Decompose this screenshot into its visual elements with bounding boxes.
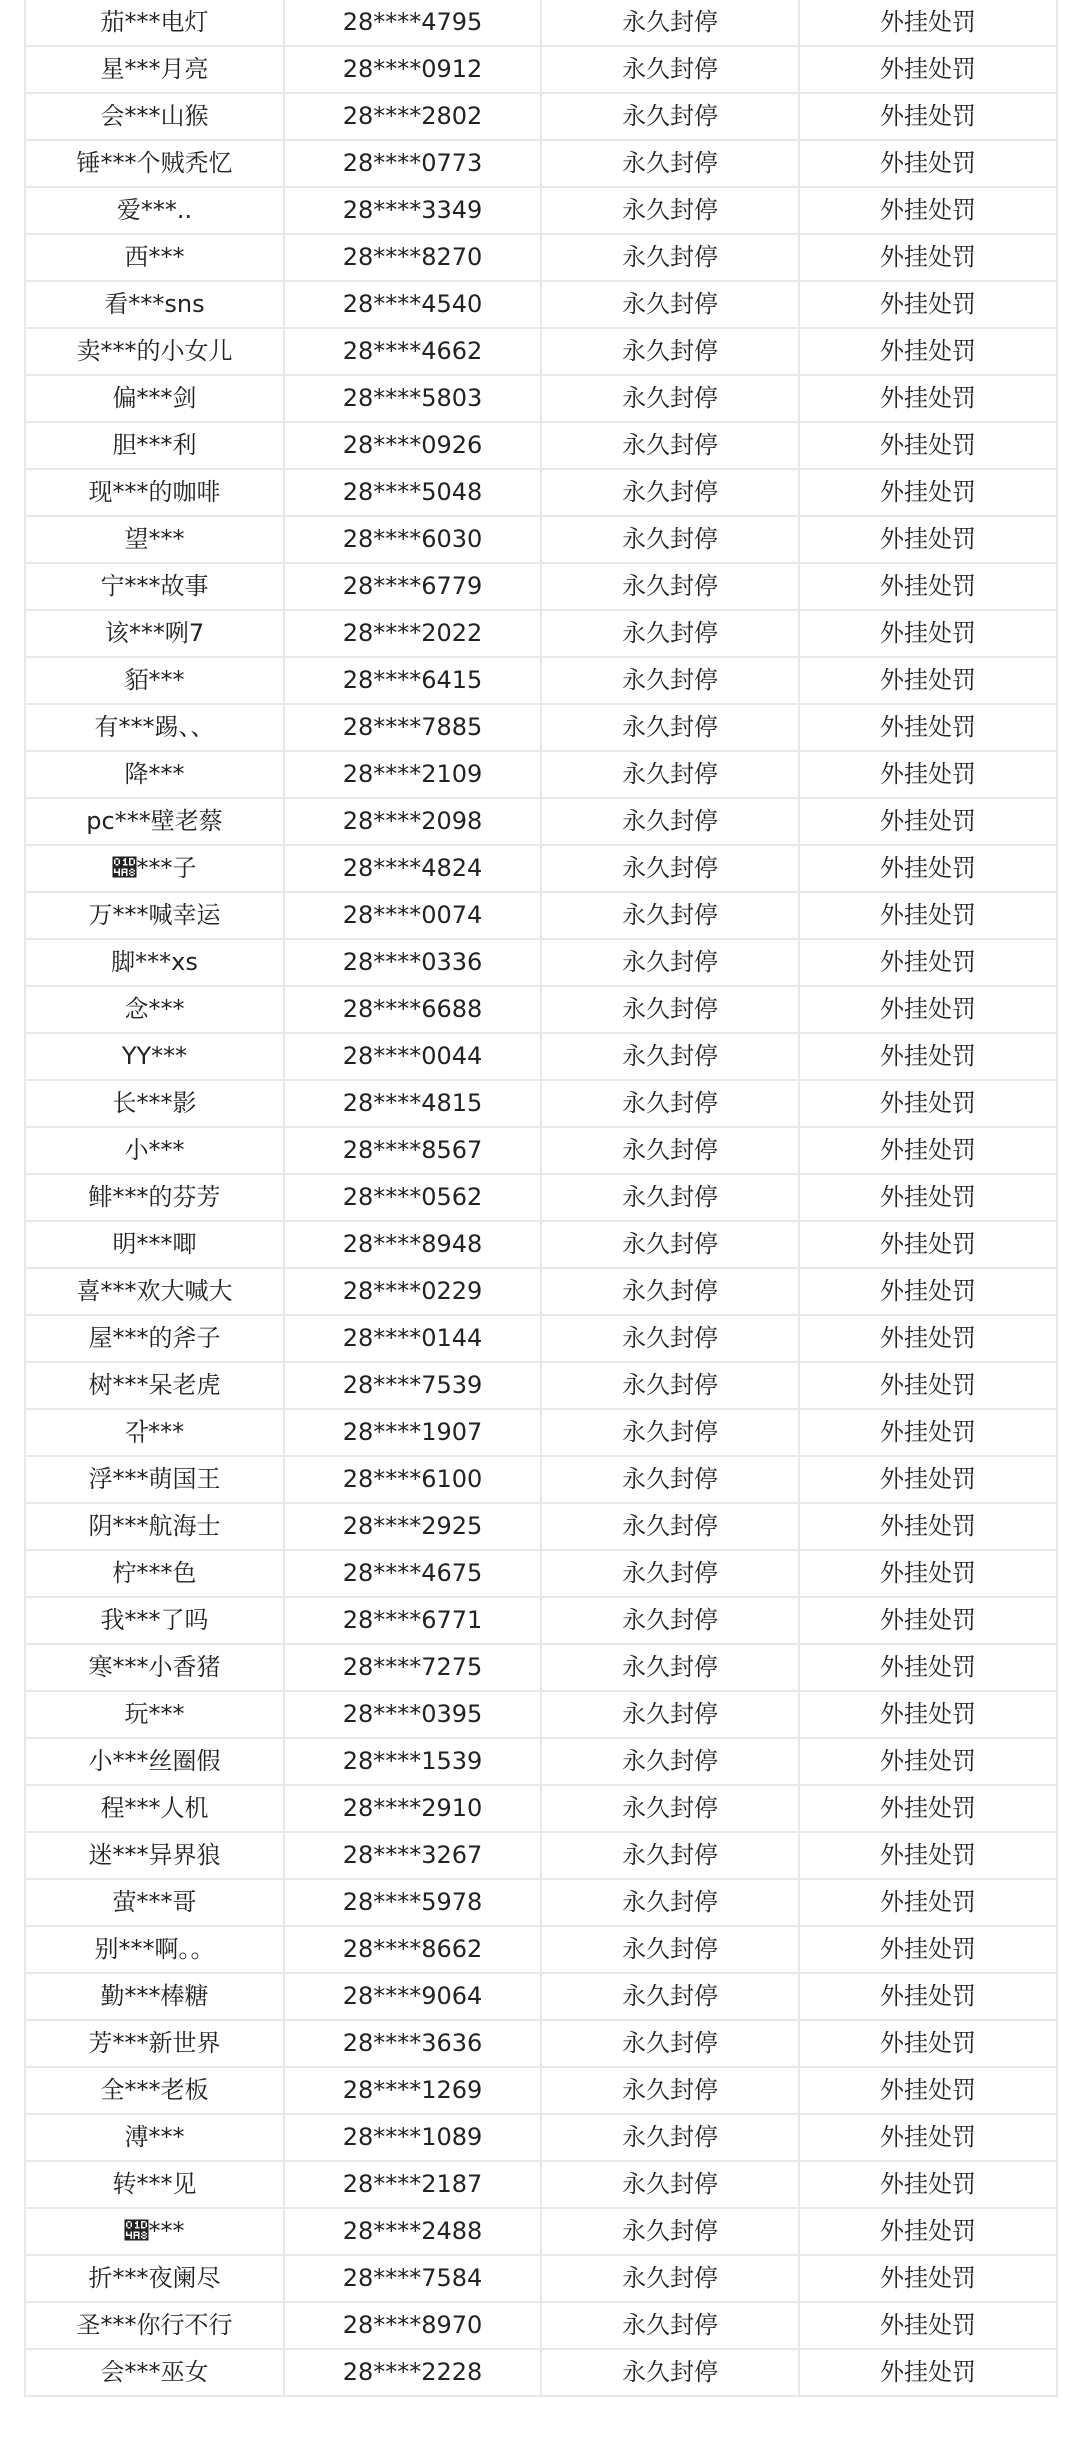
player-name-cell: 小*** xyxy=(25,1127,284,1174)
ban-reason-cell: 外挂处罚 xyxy=(799,1503,1057,1550)
player-id-cell: 28****5048 xyxy=(284,469,541,516)
player-id-cell: 28****8948 xyxy=(284,1221,541,1268)
player-name-cell: 萤***哥 xyxy=(25,1879,284,1926)
ban-status-cell: 永久封停 xyxy=(541,1503,799,1550)
player-name-cell: 降*** xyxy=(25,751,284,798)
ban-list-body xyxy=(25,0,1057,2396)
player-name-cell: 寒***小香猪 xyxy=(25,1644,284,1691)
ban-status-cell: 永久封停 xyxy=(541,1597,799,1644)
ban-status-cell: 永久封停 xyxy=(541,2161,799,2208)
player-name-cell: 胆***利 xyxy=(25,422,284,469)
player-id-cell: 28****6415 xyxy=(284,657,541,704)
ban-reason-cell: 外挂处罚 xyxy=(799,375,1057,422)
player-id-cell: 28****3267 xyxy=(284,1832,541,1879)
player-name-cell: 别***啊。。 xyxy=(25,1926,284,1973)
player-id-cell: 28****0144 xyxy=(284,1315,541,1362)
table-row xyxy=(25,657,1057,704)
table-row xyxy=(25,610,1057,657)
player-id-cell: 28****8270 xyxy=(284,234,541,281)
ban-reason-cell: 外挂处罚 xyxy=(799,187,1057,234)
player-name-cell: 𝒨***子 xyxy=(25,845,284,892)
table-row xyxy=(25,140,1057,187)
ban-reason-cell: 外挂处罚 xyxy=(799,610,1057,657)
table-row xyxy=(25,1926,1057,1973)
table-row xyxy=(25,2114,1057,2161)
ban-reason-cell: 外挂处罚 xyxy=(799,2067,1057,2114)
player-name-cell: 玩*** xyxy=(25,1691,284,1738)
table-row xyxy=(25,751,1057,798)
ban-status-cell: 永久封停 xyxy=(541,845,799,892)
table-row xyxy=(25,986,1057,1033)
ban-status-cell: 永久封停 xyxy=(541,2114,799,2161)
ban-reason-cell: 外挂处罚 xyxy=(799,939,1057,986)
ban-status-cell: 永久封停 xyxy=(541,1973,799,2020)
player-name-cell: 西*** xyxy=(25,234,284,281)
player-name-cell: 柠***色 xyxy=(25,1550,284,1597)
ban-status-cell: 永久封停 xyxy=(541,2020,799,2067)
table-row xyxy=(25,1644,1057,1691)
player-name-cell: 勤***棒糖 xyxy=(25,1973,284,2020)
ban-status-cell: 永久封停 xyxy=(541,328,799,375)
ban-reason-cell: 外挂处罚 xyxy=(799,2349,1057,2396)
table-row xyxy=(25,1268,1057,1315)
table-row xyxy=(25,281,1057,328)
table-row xyxy=(25,1080,1057,1127)
ban-reason-cell: 外挂处罚 xyxy=(799,751,1057,798)
player-name-cell: 树***呆老虎 xyxy=(25,1362,284,1409)
player-id-cell: 28****2187 xyxy=(284,2161,541,2208)
table-row xyxy=(25,1221,1057,1268)
player-name-cell: 小***丝圈假 xyxy=(25,1738,284,1785)
player-id-cell: 28****2925 xyxy=(284,1503,541,1550)
player-id-cell: 28****0336 xyxy=(284,939,541,986)
player-name-cell: 看***sns xyxy=(25,281,284,328)
ban-status-cell: 永久封停 xyxy=(541,140,799,187)
player-name-cell: 屋***的斧子 xyxy=(25,1315,284,1362)
ban-status-cell: 永久封停 xyxy=(541,234,799,281)
player-id-cell: 28****8970 xyxy=(284,2302,541,2349)
player-name-cell: 有***踢、、 xyxy=(25,704,284,751)
player-id-cell: 28****0773 xyxy=(284,140,541,187)
table-row xyxy=(25,704,1057,751)
table-row xyxy=(25,93,1057,140)
ban-status-cell: 永久封停 xyxy=(541,46,799,93)
player-id-cell: 28****6100 xyxy=(284,1456,541,1503)
player-name-cell: 迷***异界狼 xyxy=(25,1832,284,1879)
player-id-cell: 28****9064 xyxy=(284,1973,541,2020)
player-id-cell: 28****0229 xyxy=(284,1268,541,1315)
ban-reason-cell: 外挂处罚 xyxy=(799,1644,1057,1691)
table-row xyxy=(25,187,1057,234)
ban-status-cell: 永久封停 xyxy=(541,1879,799,1926)
player-name-cell: 现***的咖啡 xyxy=(25,469,284,516)
ban-reason-cell: 外挂处罚 xyxy=(799,704,1057,751)
player-id-cell: 28****1269 xyxy=(284,2067,541,2114)
player-name-cell: 万***喊幸运 xyxy=(25,892,284,939)
table-row xyxy=(25,1409,1057,1456)
ban-status-cell: 永久封停 xyxy=(541,1174,799,1221)
table-row xyxy=(25,1832,1057,1879)
player-name-cell: 喜***欢大喊大 xyxy=(25,1268,284,1315)
player-name-cell: 卖***的小女儿 xyxy=(25,328,284,375)
ban-status-cell: 永久封停 xyxy=(541,1550,799,1597)
player-id-cell: 28****7584 xyxy=(284,2255,541,2302)
ban-status-cell: 永久封停 xyxy=(541,2067,799,2114)
player-id-cell: 28****6688 xyxy=(284,986,541,1033)
table-row xyxy=(25,2302,1057,2349)
table-row xyxy=(25,1597,1057,1644)
ban-status-cell: 永久封停 xyxy=(541,0,799,46)
ban-reason-cell: 外挂处罚 xyxy=(799,2161,1057,2208)
ban-reason-cell: 外挂处罚 xyxy=(799,1597,1057,1644)
ban-reason-cell: 外挂处罚 xyxy=(799,1456,1057,1503)
player-id-cell: 28****2910 xyxy=(284,1785,541,1832)
player-name-cell: 全***老板 xyxy=(25,2067,284,2114)
table-row xyxy=(25,2161,1057,2208)
ban-reason-cell: 外挂处罚 xyxy=(799,563,1057,610)
ban-reason-cell: 外挂处罚 xyxy=(799,1738,1057,1785)
table-row xyxy=(25,46,1057,93)
ban-reason-cell: 外挂处罚 xyxy=(799,1268,1057,1315)
ban-reason-cell: 外挂处罚 xyxy=(799,1550,1057,1597)
player-id-cell: 28****0912 xyxy=(284,46,541,93)
player-id-cell: 28****5978 xyxy=(284,1879,541,1926)
ban-reason-cell: 外挂处罚 xyxy=(799,281,1057,328)
ban-status-cell: 永久封停 xyxy=(541,1127,799,1174)
table-row xyxy=(25,2067,1057,2114)
table-row xyxy=(25,1738,1057,1785)
ban-status-cell: 永久封停 xyxy=(541,1268,799,1315)
player-name-cell: 折***夜阑尽 xyxy=(25,2255,284,2302)
ban-status-cell: 永久封停 xyxy=(541,1926,799,1973)
ban-status-cell: 永久封停 xyxy=(541,516,799,563)
ban-reason-cell: 外挂处罚 xyxy=(799,1221,1057,1268)
player-id-cell: 28****4824 xyxy=(284,845,541,892)
player-name-cell: 锤***个贼秃忆 xyxy=(25,140,284,187)
ban-status-cell: 永久封停 xyxy=(541,375,799,422)
player-name-cell: 转***见 xyxy=(25,2161,284,2208)
ban-reason-cell: 外挂处罚 xyxy=(799,469,1057,516)
ban-list-table xyxy=(24,0,1058,2397)
ban-reason-cell: 外挂处罚 xyxy=(799,657,1057,704)
ban-status-cell: 永久封停 xyxy=(541,93,799,140)
ban-status-cell: 永久封停 xyxy=(541,751,799,798)
ban-reason-cell: 外挂处罚 xyxy=(799,1362,1057,1409)
table-row xyxy=(25,1315,1057,1362)
table-row xyxy=(25,1879,1057,1926)
player-name-cell: 茄***电灯 xyxy=(25,0,284,46)
table-row xyxy=(25,2349,1057,2396)
ban-status-cell: 永久封停 xyxy=(541,1738,799,1785)
ban-status-cell: 永久封停 xyxy=(541,2208,799,2255)
table-row xyxy=(25,1033,1057,1080)
ban-status-cell: 永久封停 xyxy=(541,281,799,328)
player-id-cell: 28****2022 xyxy=(284,610,541,657)
ban-status-cell: 永久封停 xyxy=(541,610,799,657)
table-row xyxy=(25,328,1057,375)
player-id-cell: 28****0395 xyxy=(284,1691,541,1738)
ban-reason-cell: 外挂处罚 xyxy=(799,1691,1057,1738)
player-id-cell: 28****2802 xyxy=(284,93,541,140)
table-row xyxy=(25,234,1057,281)
player-id-cell: 28****4662 xyxy=(284,328,541,375)
player-name-cell: 貊*** xyxy=(25,657,284,704)
player-id-cell: 28****4540 xyxy=(284,281,541,328)
table-row xyxy=(25,563,1057,610)
ban-status-cell: 永久封停 xyxy=(541,2349,799,2396)
ban-reason-cell: 外挂处罚 xyxy=(799,0,1057,46)
ban-reason-cell: 外挂处罚 xyxy=(799,1832,1057,1879)
ban-reason-cell: 外挂处罚 xyxy=(799,1879,1057,1926)
table-row xyxy=(25,798,1057,845)
ban-status-cell: 永久封停 xyxy=(541,1315,799,1362)
player-id-cell: 28****1907 xyxy=(284,1409,541,1456)
ban-status-cell: 永久封停 xyxy=(541,563,799,610)
player-id-cell: 28****4795 xyxy=(284,0,541,46)
table-row xyxy=(25,422,1057,469)
player-id-cell: 28****0926 xyxy=(284,422,541,469)
ban-status-cell: 永久封停 xyxy=(541,986,799,1033)
player-name-cell: 脚***xs xyxy=(25,939,284,986)
player-id-cell: 28****3636 xyxy=(284,2020,541,2067)
player-id-cell: 28****2109 xyxy=(284,751,541,798)
table-row xyxy=(25,2255,1057,2302)
ban-status-cell: 永久封停 xyxy=(541,892,799,939)
player-name-cell: 𝒨*** xyxy=(25,2208,284,2255)
player-name-cell: 偏***剑 xyxy=(25,375,284,422)
ban-status-cell: 永久封停 xyxy=(541,704,799,751)
ban-status-cell: 永久封停 xyxy=(541,1362,799,1409)
player-id-cell: 28****2098 xyxy=(284,798,541,845)
ban-reason-cell: 外挂处罚 xyxy=(799,1785,1057,1832)
ban-status-cell: 永久封停 xyxy=(541,1644,799,1691)
ban-reason-cell: 外挂处罚 xyxy=(799,46,1057,93)
player-name-cell: YY*** xyxy=(25,1033,284,1080)
table-row xyxy=(25,2020,1057,2067)
ban-reason-cell: 外挂处罚 xyxy=(799,845,1057,892)
ban-reason-cell: 外挂处罚 xyxy=(799,93,1057,140)
ban-reason-cell: 外挂处罚 xyxy=(799,798,1057,845)
ban-status-cell: 永久封停 xyxy=(541,422,799,469)
ban-reason-cell: 外挂处罚 xyxy=(799,1080,1057,1127)
player-id-cell: 28****0074 xyxy=(284,892,541,939)
player-name-cell: 阴***航海士 xyxy=(25,1503,284,1550)
ban-reason-cell: 外挂处罚 xyxy=(799,1926,1057,1973)
table-row xyxy=(25,0,1057,46)
player-name-cell: 该***咧7 xyxy=(25,610,284,657)
player-name-cell: 浮***萌国王 xyxy=(25,1456,284,1503)
player-id-cell: 28****6030 xyxy=(284,516,541,563)
ban-status-cell: 永久封停 xyxy=(541,2255,799,2302)
ban-reason-cell: 外挂处罚 xyxy=(799,986,1057,1033)
table-row xyxy=(25,516,1057,563)
player-id-cell: 28****0562 xyxy=(284,1174,541,1221)
ban-reason-cell: 外挂处罚 xyxy=(799,892,1057,939)
player-id-cell: 28****7885 xyxy=(284,704,541,751)
player-id-cell: 28****0044 xyxy=(284,1033,541,1080)
player-id-cell: 28****2228 xyxy=(284,2349,541,2396)
table-row xyxy=(25,892,1057,939)
player-id-cell: 28****6771 xyxy=(284,1597,541,1644)
ban-reason-cell: 外挂处罚 xyxy=(799,234,1057,281)
ban-reason-cell: 外挂处罚 xyxy=(799,1315,1057,1362)
table-row xyxy=(25,1550,1057,1597)
player-name-cell: 星***月亮 xyxy=(25,46,284,93)
player-name-cell: 望*** xyxy=(25,516,284,563)
table-row xyxy=(25,1456,1057,1503)
ban-reason-cell: 外挂处罚 xyxy=(799,2302,1057,2349)
player-name-cell: 圣***你行不行 xyxy=(25,2302,284,2349)
player-id-cell: 28****4675 xyxy=(284,1550,541,1597)
ban-status-cell: 永久封停 xyxy=(541,1033,799,1080)
ban-list-sheet xyxy=(24,0,1056,2397)
ban-status-cell: 永久封停 xyxy=(541,1785,799,1832)
ban-reason-cell: 外挂处罚 xyxy=(799,1973,1057,2020)
table-row xyxy=(25,1362,1057,1409)
ban-status-cell: 永久封停 xyxy=(541,1409,799,1456)
player-id-cell: 28****3349 xyxy=(284,187,541,234)
ban-status-cell: 永久封停 xyxy=(541,187,799,234)
ban-status-cell: 永久封停 xyxy=(541,657,799,704)
ban-status-cell: 永久封停 xyxy=(541,1456,799,1503)
player-name-cell: 明***唧 xyxy=(25,1221,284,1268)
player-name-cell: pc***壁老蔡 xyxy=(25,798,284,845)
player-id-cell: 28****8662 xyxy=(284,1926,541,1973)
player-name-cell: 我***了吗 xyxy=(25,1597,284,1644)
table-row xyxy=(25,1127,1057,1174)
player-name-cell: 芳***新世界 xyxy=(25,2020,284,2067)
player-id-cell: 28****5803 xyxy=(284,375,541,422)
player-name-cell: 会***巫女 xyxy=(25,2349,284,2396)
ban-reason-cell: 外挂处罚 xyxy=(799,2255,1057,2302)
player-id-cell: 28****2488 xyxy=(284,2208,541,2255)
ban-status-cell: 永久封停 xyxy=(541,1832,799,1879)
player-name-cell: 会***山猴 xyxy=(25,93,284,140)
table-row xyxy=(25,1785,1057,1832)
table-row xyxy=(25,845,1057,892)
player-name-cell: 程***人机 xyxy=(25,1785,284,1832)
player-id-cell: 28****1539 xyxy=(284,1738,541,1785)
ban-reason-cell: 外挂处罚 xyxy=(799,328,1057,375)
player-name-cell: 爱***.. xyxy=(25,187,284,234)
table-row xyxy=(25,469,1057,516)
ban-status-cell: 永久封停 xyxy=(541,1221,799,1268)
ban-status-cell: 永久封停 xyxy=(541,469,799,516)
ban-reason-cell: 外挂处罚 xyxy=(799,2020,1057,2067)
ban-reason-cell: 外挂处罚 xyxy=(799,140,1057,187)
player-id-cell: 28****4815 xyxy=(284,1080,541,1127)
table-row xyxy=(25,2208,1057,2255)
ban-reason-cell: 外挂处罚 xyxy=(799,1033,1057,1080)
table-row xyxy=(25,375,1057,422)
player-name-cell: 鲱***的芬芳 xyxy=(25,1174,284,1221)
ban-status-cell: 永久封停 xyxy=(541,798,799,845)
table-row xyxy=(25,1174,1057,1221)
ban-reason-cell: 外挂处罚 xyxy=(799,1174,1057,1221)
table-row xyxy=(25,939,1057,986)
player-name-cell: 长***影 xyxy=(25,1080,284,1127)
ban-status-cell: 永久封停 xyxy=(541,1691,799,1738)
player-name-cell: 溥*** xyxy=(25,2114,284,2161)
player-id-cell: 28****7275 xyxy=(284,1644,541,1691)
ban-status-cell: 永久封停 xyxy=(541,1080,799,1127)
ban-reason-cell: 外挂处罚 xyxy=(799,516,1057,563)
table-row xyxy=(25,1973,1057,2020)
table-row xyxy=(25,1691,1057,1738)
player-name-cell: 念*** xyxy=(25,986,284,1033)
player-id-cell: 28****8567 xyxy=(284,1127,541,1174)
ban-status-cell: 永久封停 xyxy=(541,939,799,986)
ban-reason-cell: 外挂处罚 xyxy=(799,422,1057,469)
player-name-cell: 宁***故事 xyxy=(25,563,284,610)
ban-reason-cell: 外挂处罚 xyxy=(799,1409,1057,1456)
ban-reason-cell: 外挂处罚 xyxy=(799,2114,1057,2161)
ban-status-cell: 永久封停 xyxy=(541,2302,799,2349)
player-id-cell: 28****1089 xyxy=(284,2114,541,2161)
player-id-cell: 28****6779 xyxy=(284,563,541,610)
ban-reason-cell: 外挂处罚 xyxy=(799,2208,1057,2255)
player-name-cell: 갂*** xyxy=(25,1409,284,1456)
table-row xyxy=(25,1503,1057,1550)
player-id-cell: 28****7539 xyxy=(284,1362,541,1409)
ban-reason-cell: 外挂处罚 xyxy=(799,1127,1057,1174)
